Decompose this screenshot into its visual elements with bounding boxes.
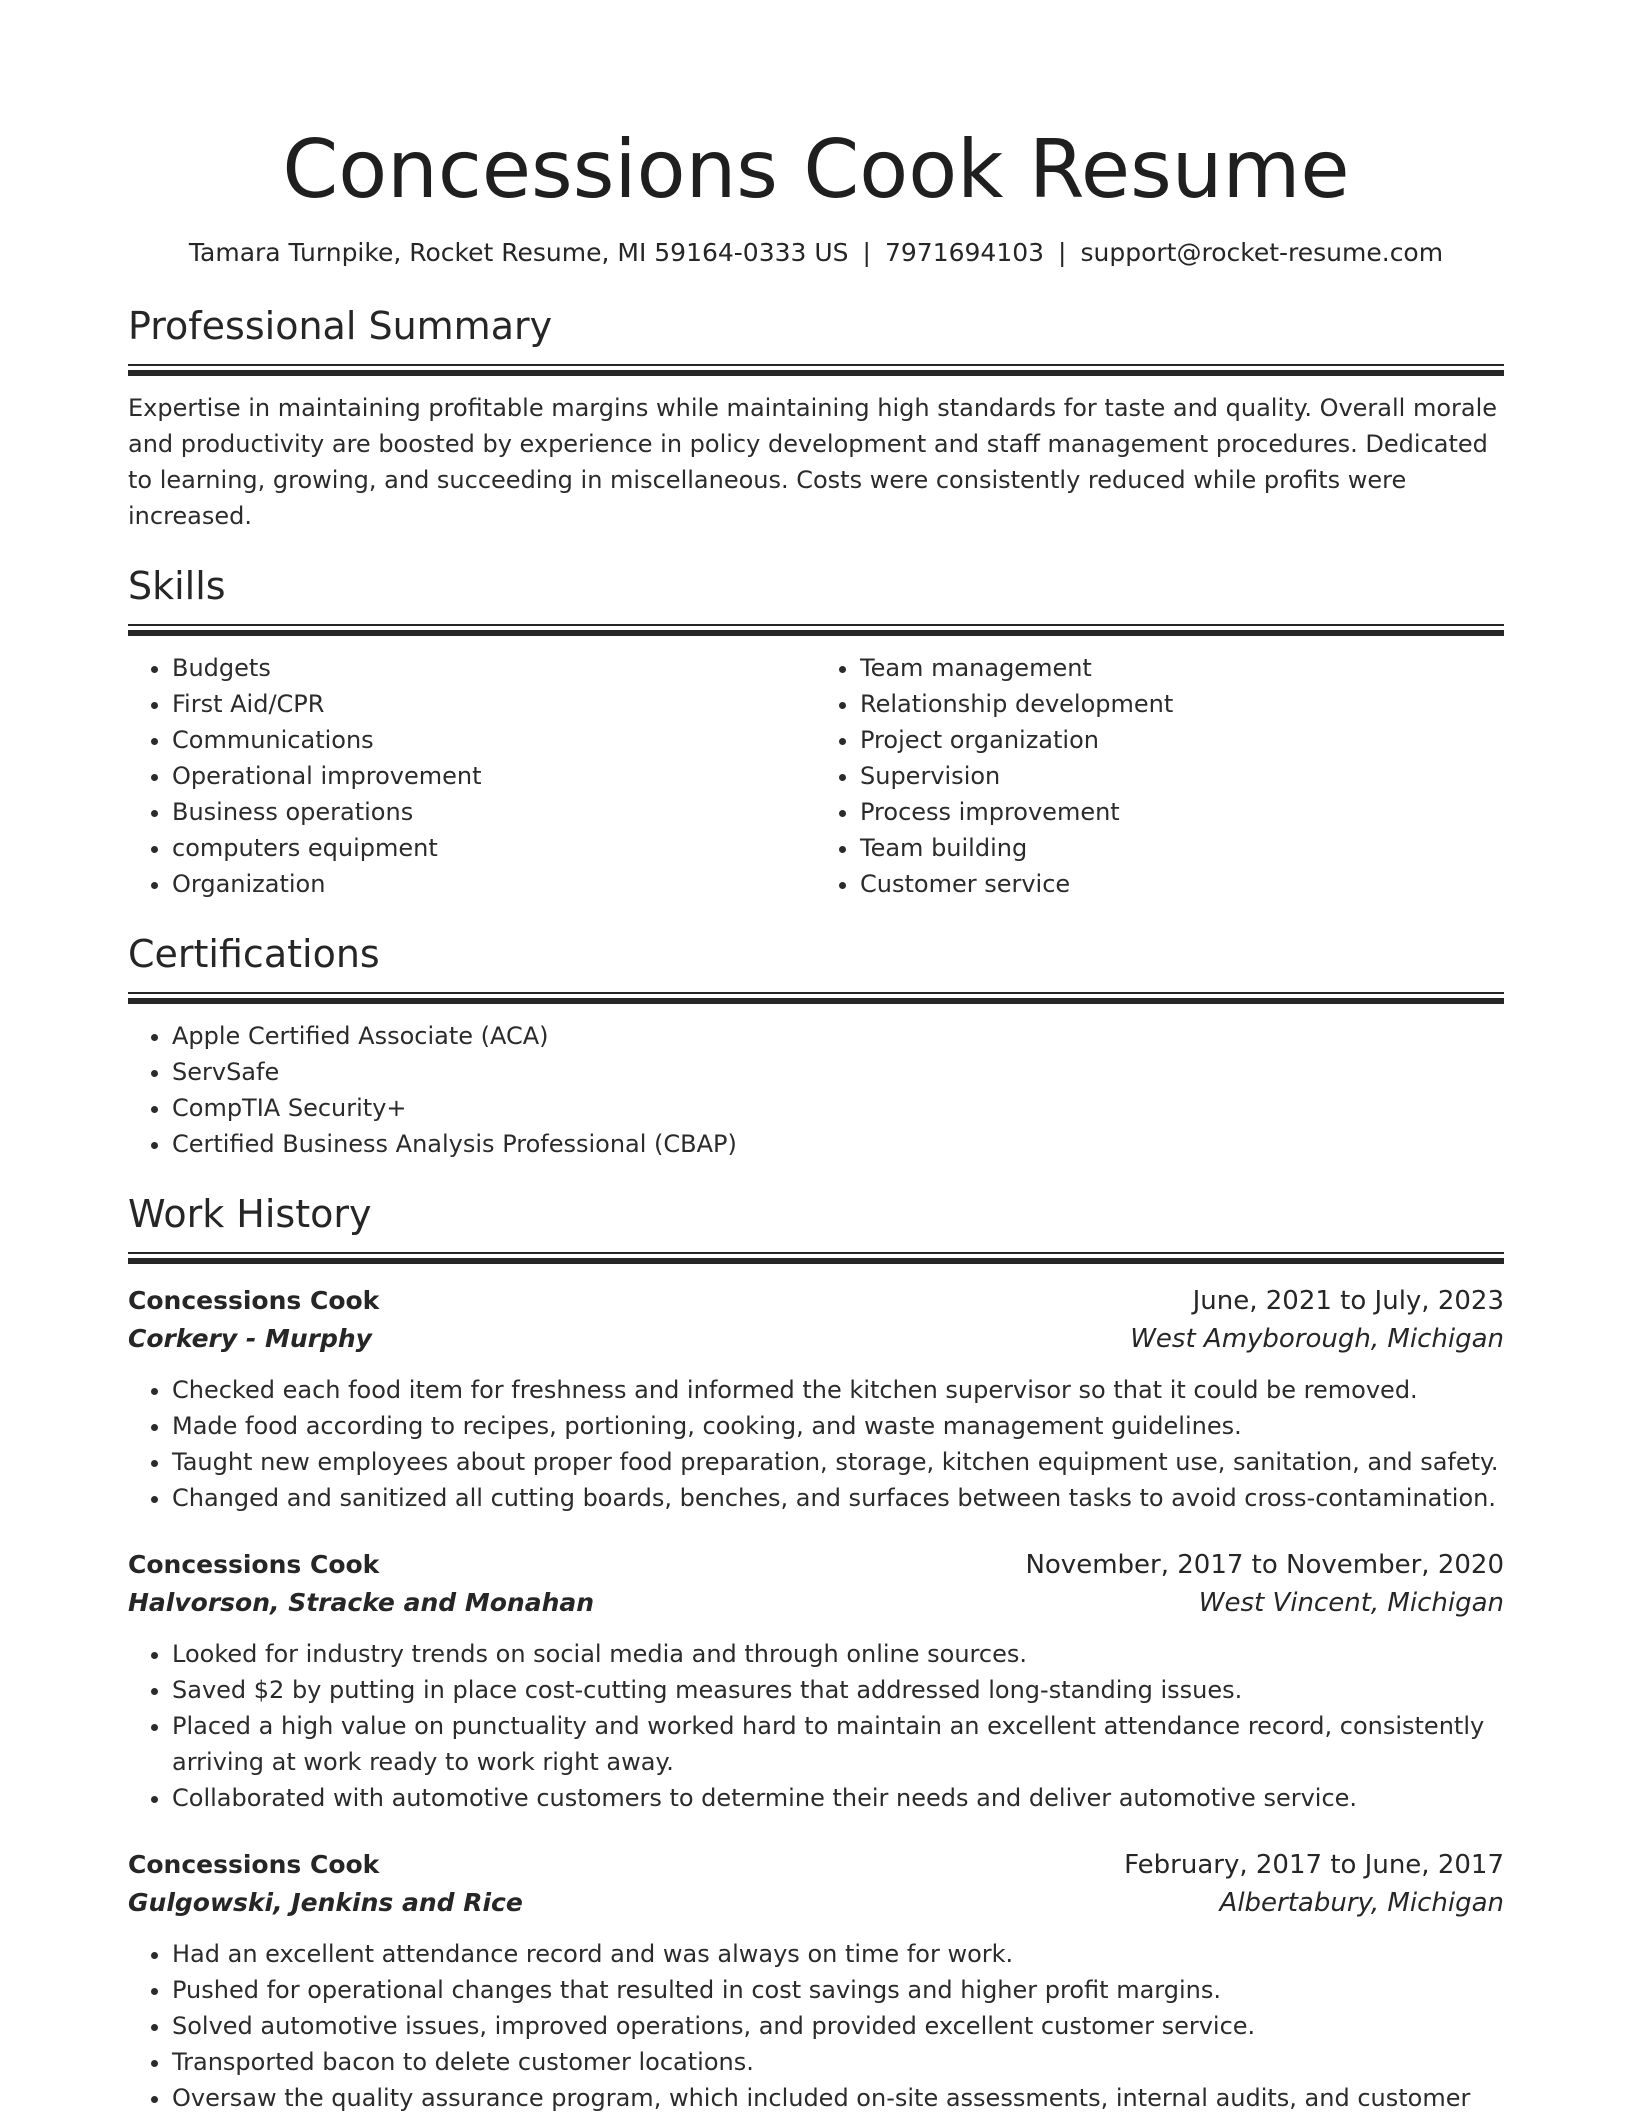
section-divider — [128, 992, 1504, 1006]
skills-list-left — [128, 650, 816, 902]
skills-list-right — [816, 650, 1504, 902]
contact-email[interactable]: support@rocket-resume.com — [1080, 238, 1444, 267]
certification-item: • ServSafe — [172, 1054, 1504, 1090]
skills-heading: Skills — [128, 564, 226, 608]
resume-page — [128, 0, 1504, 2116]
skill-item: • First Aid/CPR — [172, 686, 816, 722]
job-bullets — [128, 1372, 1504, 1516]
skill-item: • Business operations — [172, 794, 816, 830]
skill-item: • Organization — [172, 866, 816, 902]
contact-address: Tamara Turnpike, Rocket Resume, MI 59164-0333 US — [188, 238, 849, 267]
job-bullet: • Solved automotive issues, improved operations, and provided excellent customer service. — [172, 2008, 1504, 2044]
job-header-row — [128, 1282, 1504, 1320]
job-bullet: • Made food according to recipes, portioning, cooking, and waste management guidelines. — [172, 1408, 1504, 1444]
skill-item: • computers equipment — [172, 830, 816, 866]
job-bullets — [128, 1636, 1504, 1816]
section-divider — [128, 624, 1504, 638]
section-divider — [128, 1252, 1504, 1266]
skill-item: • Team management — [860, 650, 1504, 686]
job-title: Concessions Cook — [128, 1286, 380, 1315]
job-dates: June, 2021 to July, 2023 — [1192, 1286, 1504, 1316]
section-divider — [128, 364, 1504, 378]
job-title: Concessions Cook — [128, 1850, 380, 1879]
job-entry — [128, 1546, 1504, 1816]
job-company-row — [128, 1584, 1504, 1622]
skill-item: • Project organization — [860, 722, 1504, 758]
job-company: Halvorson, Stracke and Monahan — [128, 1588, 595, 1617]
certification-item: • Certified Business Analysis Professional (CBAP) — [172, 1126, 1504, 1162]
certifications-section-header — [128, 930, 1504, 1006]
summary-heading: Professional Summary — [128, 304, 553, 348]
job-company-row — [128, 1320, 1504, 1358]
contact-line — [128, 236, 1504, 270]
skill-item: • Supervision — [860, 758, 1504, 794]
certification-item: • CompTIA Security+ — [172, 1090, 1504, 1126]
skill-item: • Customer service — [860, 866, 1504, 902]
job-company: Corkery - Murphy — [128, 1324, 372, 1353]
summary-section-header — [128, 302, 1504, 378]
contact-separator: | — [1058, 238, 1067, 267]
job-entry — [128, 1282, 1504, 1516]
job-bullet: • Transported bacon to delete customer locations. — [172, 2044, 1504, 2080]
skill-item: • Communications — [172, 722, 816, 758]
job-dates: February, 2017 to June, 2017 — [1124, 1850, 1504, 1880]
job-bullet: • Pushed for operational changes that resulted in cost savings and higher profit margins. — [172, 1972, 1504, 2008]
job-bullet: • Collaborated with automotive customers to determine their needs and deliver automotive service. — [172, 1780, 1504, 1816]
job-bullet: • Oversaw the quality assurance program, which included on-site assessments, internal audits, and customer — [172, 2080, 1504, 2116]
job-location: Albertabury, Michigan — [1219, 1888, 1504, 1918]
job-bullet: • Placed a high value on punctuality and worked hard to maintain an excellent attendance record, consistently arriving at work ready to work right away. — [172, 1708, 1504, 1780]
job-company: Gulgowski, Jenkins and Rice — [128, 1888, 523, 1917]
resume-title: Concessions Cook Resume — [282, 123, 1350, 216]
job-bullet: • Had an excellent attendance record and was always on time for work. — [172, 1936, 1504, 1972]
job-entry — [128, 1846, 1504, 2116]
job-header-row — [128, 1846, 1504, 1884]
skill-item: • Relationship development — [860, 686, 1504, 722]
job-bullet: • Changed and sanitized all cutting boards, benches, and surfaces between tasks to avoid cross-contamination. — [172, 1480, 1504, 1516]
skill-item: • Process improvement — [860, 794, 1504, 830]
job-bullet: • Checked each food item for freshness and informed the kitchen supervisor so that it could be removed. — [172, 1372, 1504, 1408]
job-bullet: • Looked for industry trends on social media and through online sources. — [172, 1636, 1504, 1672]
job-dates: November, 2017 to November, 2020 — [1025, 1550, 1504, 1580]
contact-separator: | — [862, 238, 871, 267]
job-location: West Amyborough, Michigan — [1130, 1324, 1504, 1354]
skills-section-header — [128, 562, 1504, 638]
skill-item: • Team building — [860, 830, 1504, 866]
job-bullets — [128, 1936, 1504, 2116]
job-bullet: • Saved $2 by putting in place cost-cutting measures that addressed long-standing issues. — [172, 1672, 1504, 1708]
certifications-list — [128, 1018, 1504, 1162]
work-section-header — [128, 1190, 1504, 1266]
work-heading: Work History — [128, 1192, 372, 1236]
skill-item: • Operational improvement — [172, 758, 816, 794]
job-location: West Vincent, Michigan — [1198, 1588, 1504, 1618]
skill-item: • Budgets — [172, 650, 816, 686]
contact-phone: 7971694103 — [884, 238, 1045, 267]
skills-columns — [128, 650, 1504, 902]
job-title: Concessions Cook — [128, 1550, 380, 1579]
certifications-heading: Certifications — [128, 932, 380, 976]
job-bullet: • Taught new employees about proper food preparation, storage, kitchen equipment use, sanitation, and safety. — [172, 1444, 1504, 1480]
certification-item: • Apple Certified Associate (ACA) — [172, 1018, 1504, 1054]
job-company-row — [128, 1884, 1504, 1922]
job-header-row — [128, 1546, 1504, 1584]
summary-text: Expertise in maintaining profitable margins while maintaining high standards for taste and quality. Overall morale and productivity are boosted by experience in policy development and staff management procedures. Dedicated to learning, growing, and succeeding in miscellaneous. Costs were consistently reduced while profits were increased. — [128, 394, 1498, 530]
